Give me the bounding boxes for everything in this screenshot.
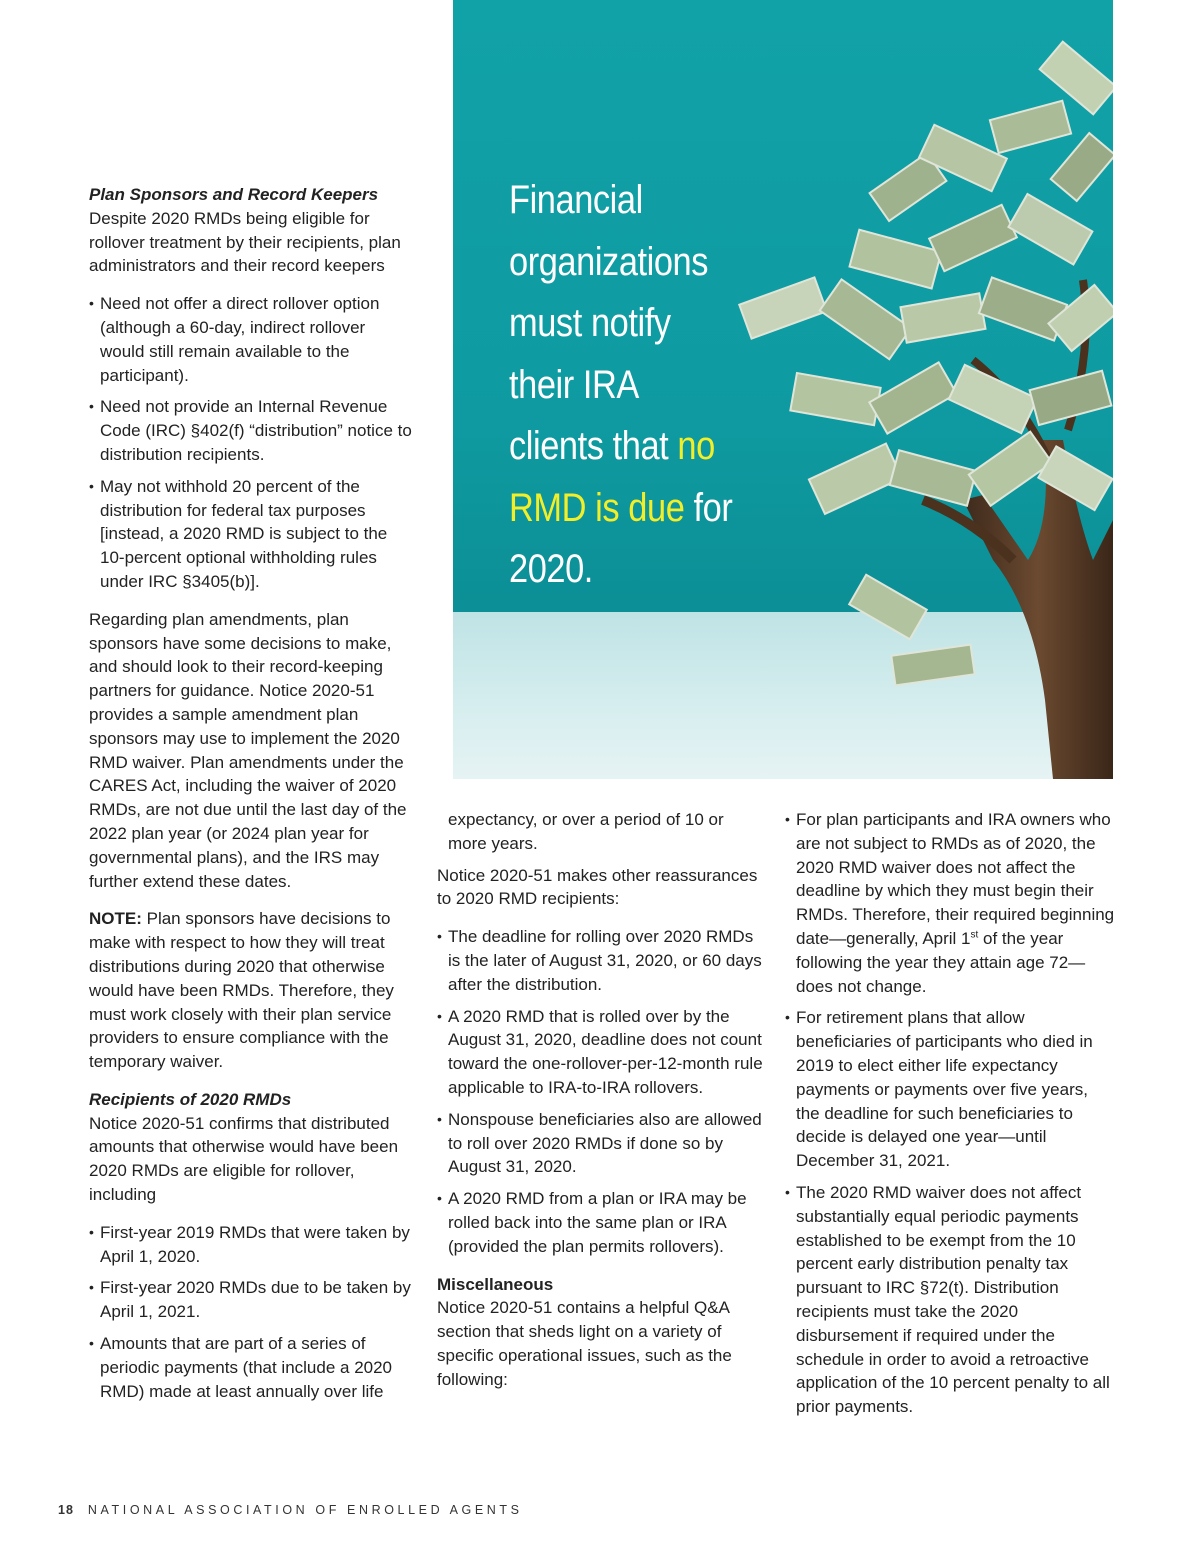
quote-text: Financial organizations must notify their IRA clients that [509,178,709,468]
paragraph: Regarding plan amendments, plan sponsors have some decisions to make, and should look to their record-keeping partners for guidance. Notice 2020-51 provides a sample amendment plan sponsors may use to implement the 2020 RMD waiver. Plan amendments under the CARES Act, including the waiver of 2020 RMDs, are not due until the last day of the 2022 plan year (or 2024 plan year for governmental plans), and the IRS may further extend these dates. [89,609,407,891]
list-item: • Amounts that are part of a series of periodic payments (that include a 2020 RMD) made at least annually over life [89,1332,414,1403]
quote-text-end: for 2020. [509,485,733,591]
heading-plan-sponsors: Plan Sponsors and Record Keepers [89,185,379,204]
paragraph: Despite 2020 RMDs being eligible for rollover treatment by their recipients, plan administrators and their record keepers [89,208,401,276]
page-number: 18 [58,1503,74,1517]
paragraph: Notice 2020-51 confirms that distributed amounts that otherwise would have been 2020 RMDs are eligible for rollover, including [89,1113,399,1205]
list-item: • A 2020 RMD that is rolled over by the August 31, 2020, deadline does not count toward the one-rollover-per-12-month rule applicable to IRA-to-IRA rollovers. [437,1005,767,1100]
hero-image [453,0,1113,779]
bullet-list [89,1221,414,1404]
column-2 [437,808,767,1406]
paragraph: Notice 2020-51 makes other reassurances to 2020 RMD recipients: [437,865,758,909]
page-footer [58,1503,523,1517]
list-item: • First-year 2020 RMDs due to be taken by April 1, 2021. [89,1276,414,1324]
paragraph: Notice 2020-51 contains a helpful Q&A section that sheds light on a variety of specific operational issues, such as the following: [437,1298,732,1389]
list-item: • First-year 2019 RMDs that were taken by April 1, 2020. [89,1221,414,1269]
list-item [785,808,1115,998]
note-paragraph [89,907,414,1074]
list-item: • Need not provide an Internal Revenue Code (IRC) §402(f) “distribution” notice to distribution recipients. [89,395,414,466]
list-item: • Nonspouse beneficiaries also are allowed to roll over 2020 RMDs if done so by August 31, 2020. [437,1108,767,1179]
list-item: • A 2020 RMD from a plan or IRA may be rolled back into the same plan or IRA (provided the plan permits rollovers). [437,1187,767,1258]
list-item-text: For plan participants and IRA owners who are not subject to RMDs as of 2020, the 2020 RMD waiver does not affect the deadline by which they must begin their RMDs. Therefore, their required beginning date—generally, April 1 [796,810,1115,948]
publication-name: NATIONAL ASSOCIATION OF ENROLLED AGENTS [87,1503,523,1517]
list-item: • The 2020 RMD waiver does not affect substantially equal periodic payments established to be exempt from the 10 percent early distribution penalty tax pursuant to IRC §72(t). Distribution recipients must take the 2020 disbursement if required under the schedule in order to avoid a retroactive application of the 10 percent penalty to all prior payments. [785,1181,1115,1419]
heading-recipients: Recipients of 2020 RMDs [89,1089,292,1109]
column-3 [785,808,1115,1433]
list-item: expectancy, or over a period of 10 or more years. [448,810,724,853]
list-item: • May not withhold 20 percent of the distribution for federal tax purposes [instead, a 2020 RMD is subject to the 10-percent optional withholding rules under IRC §3405(b)]. [89,475,414,594]
quote-highlight: no RMD is due [509,424,715,530]
bullet-list [785,808,1115,1419]
note-label: NOTE: [89,909,142,929]
note-text: Plan sponsors have decisions to make with respect to how they will treat distributions during 2020 that otherwise would have been RMDs. Therefore, they must work closely with their plan service providers to ensure compliance with the temporary waiver. [89,909,394,1072]
bullet-list [437,925,767,1258]
list-item: • Need not offer a direct rollover option (although a 60-day, indirect rollover would still remain available to the participant). [89,292,414,387]
pull-quote [509,170,733,601]
column-1 [89,183,414,1417]
continued-list-item [437,808,767,856]
superscript: st [970,929,979,941]
list-item: • The deadline for rolling over 2020 RMDs is the later of August 31, 2020, or 60 days after the distribution. [437,925,767,996]
list-item-text: of the year following the year they attain age 72—does not change. [796,928,1086,996]
heading-miscellaneous: Miscellaneous [437,1274,554,1294]
list-item: • For retirement plans that allow beneficiaries of participants who died in 2019 to elect either life expectancy payments or payments over five years, the deadline for such beneficiaries to decide is delayed one year—until December 31, 2021. [785,1006,1115,1173]
bullet-list [89,292,414,594]
